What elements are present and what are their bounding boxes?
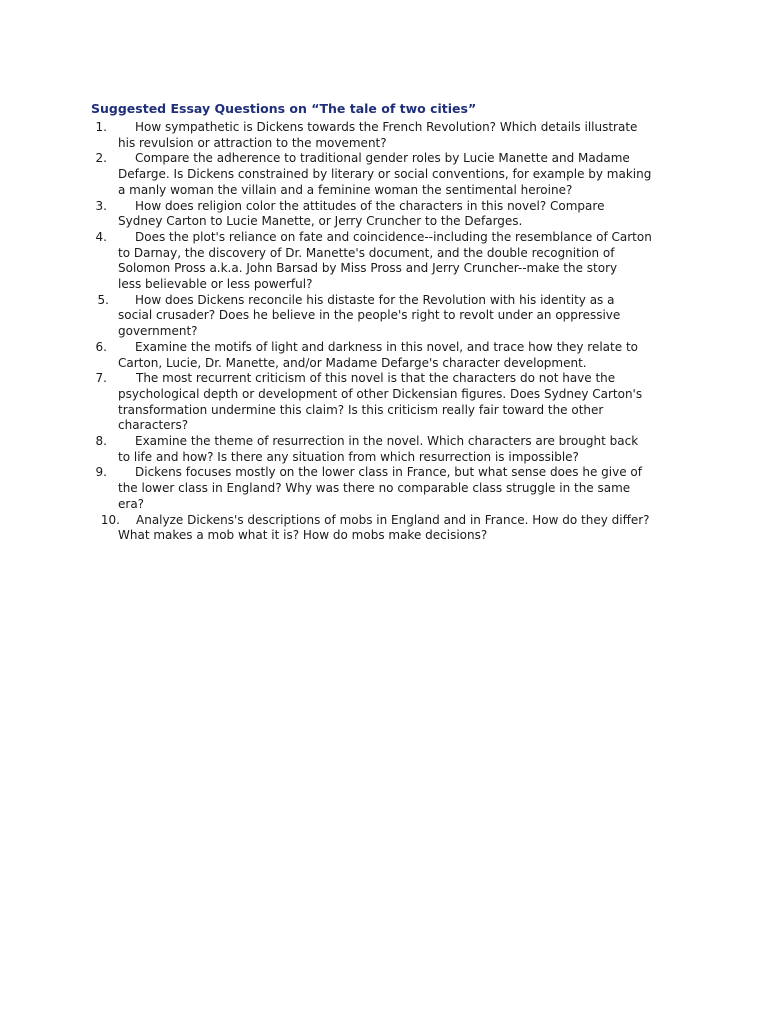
question-item xyxy=(0,513,652,544)
question-line: era? xyxy=(118,496,145,511)
question-number: 1. xyxy=(95,120,107,134)
question-line: Does the plot's reliance on fate and coincidence--including the resemblance of Carton xyxy=(135,229,652,244)
question-item xyxy=(0,293,652,340)
question-text xyxy=(118,293,652,340)
question-line: Dickens focuses mostly on the lower class in France, but what sense does he give of xyxy=(135,465,642,480)
question-text xyxy=(118,513,652,544)
question-text xyxy=(118,434,652,465)
question-line: psychological depth or development of other Dickensian figures. Does Sydney Carton's xyxy=(118,386,643,401)
question-item xyxy=(0,465,652,512)
question-line: Examine the theme of resurrection in the novel. Which characters are brought back xyxy=(135,434,639,449)
question-line: less believable or less powerful? xyxy=(118,277,313,292)
question-number: 10. xyxy=(100,512,120,527)
question-text xyxy=(118,230,652,293)
question-text xyxy=(118,340,652,371)
question-line: to Darnay, the discovery of Dr. Manette's document, and the double recognition of xyxy=(118,245,615,260)
question-line: What makes a mob what it is? How do mobs make decisions? xyxy=(118,528,488,543)
question-item xyxy=(0,371,652,434)
question-line: transformation undermine this claim? Is this criticism really fair toward the other xyxy=(118,402,604,417)
question-number: 4. xyxy=(95,229,107,244)
question-number: 8. xyxy=(95,434,107,449)
question-line: Sydney Carton to Lucie Manette, or Jerry Cruncher to the Defarges. xyxy=(118,214,523,229)
question-line: Analyze Dickens's descriptions of mobs in England and in France. How do they differ? xyxy=(136,512,650,527)
question-line: characters? xyxy=(118,418,189,433)
question-line: Defarge. Is Dickens constrained by literary or social conventions, for example by making xyxy=(118,167,652,182)
question-text xyxy=(118,465,652,512)
question-line: Carton, Lucie, Dr. Manette, and/or Madame Defarge's character development. xyxy=(118,355,587,370)
question-line: How sympathetic is Dickens towards the French Revolution? Which details illustrate xyxy=(135,120,638,134)
question-line: Compare the adherence to traditional gender roles by Lucie Manette and Madame xyxy=(135,151,630,166)
question-item xyxy=(0,199,652,230)
question-line: How does Dickens reconcile his distaste for the Revolution with his identity as a xyxy=(135,292,615,307)
question-item xyxy=(0,230,652,293)
question-item xyxy=(0,151,652,198)
question-item xyxy=(0,434,652,465)
question-line: Solomon Pross a.k.a. John Barsad by Miss Pross and Jerry Cruncher--make the story xyxy=(118,261,618,276)
question-text xyxy=(118,120,652,151)
question-item xyxy=(0,120,652,151)
question-number: 6. xyxy=(95,339,107,354)
question-text xyxy=(118,199,652,230)
question-line: the lower class in England? Why was there no comparable class struggle in the same xyxy=(118,481,631,496)
question-number: 2. xyxy=(95,151,107,166)
question-line: his revulsion or attraction to the movement? xyxy=(118,135,387,150)
question-line: Examine the motifs of light and darkness in this novel, and trace how they relate to xyxy=(135,339,638,354)
question-line: to life and how? Is there any situation from which resurrection is impossible? xyxy=(118,449,579,464)
question-text xyxy=(118,151,652,198)
question-text xyxy=(118,371,652,434)
question-list xyxy=(0,120,652,544)
question-number: 9. xyxy=(95,465,107,480)
question-line: social crusader? Does he believe in the people's right to revolt under an oppressive xyxy=(118,308,621,323)
question-line: The most recurrent criticism of this novel is that the characters do not have the xyxy=(136,371,616,386)
question-item xyxy=(0,340,652,371)
question-line: government? xyxy=(118,324,198,339)
question-number: 7. xyxy=(95,371,107,386)
question-line: a manly woman the villain and a feminine woman the sentimental heroine? xyxy=(118,182,573,197)
question-line: How does religion color the attitudes of the characters in this novel? Compare xyxy=(135,198,605,213)
question-number: 3. xyxy=(95,198,107,213)
document-title: Suggested Essay Questions on “The tale of two cities” xyxy=(91,101,477,116)
question-number: 5. xyxy=(97,292,109,307)
